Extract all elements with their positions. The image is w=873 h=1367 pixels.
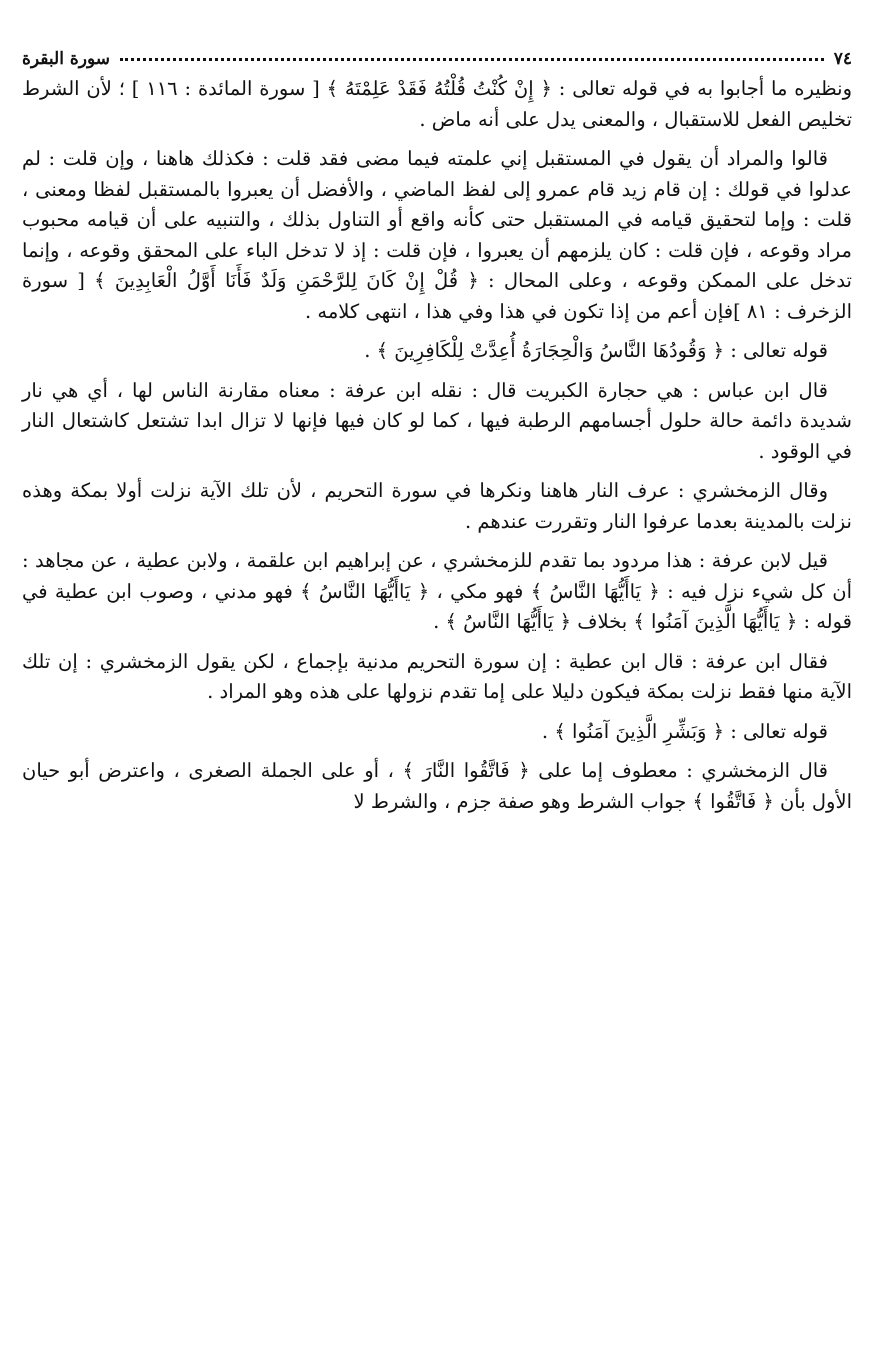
paragraph-5: وقال الزمخشري : عرف النار هاهنا ونكرها في سورة التحريم ، لأن تلك الآية نزلت أولا بمكة وهذه نزلت بالمدينة بعدما عرفوا النار وتقررت عندهم .: [22, 479, 852, 533]
paragraph-3: قوله تعالى : ﴿ وَقُودُهَا النَّاسُ وَالْحِجَارَةُ أُعِدَّتْ لِلْكَافِرِينَ ﴾ .: [364, 339, 828, 362]
header-dotted-leader: [120, 58, 824, 61]
paragraph-4: قال ابن عباس : هي حجارة الكبريت قال : نقله ابن عرفة : معناه مقارنة الناس لها ، أي هي نار شديدة دائمة حالة حلول أجسامهم الرطبة فيها ، كما لو كان فيها فإنها لا تزال ابدا تشتعل كاشتعال النار في الوقود .: [22, 378, 852, 463]
paragraph-7: فقال ابن عرفة : قال ابن عطية : إن سورة التحريم مدنية بإجماع ، لكن يقول الزمخشري : إن تلك الآية منها فقط نزلت بمكة فيكون دليلا على إما تقدم نزولها على هذه وهو المراد .: [22, 649, 852, 703]
page-number: ٧٤: [833, 49, 852, 69]
paragraph-9: قال الزمخشري : معطوف إما على ﴿ فَاتَّقُوا النَّارَ ﴾ ، أو على الجملة الصغرى ، واعترض أبو حيان الأول بأن ﴿ فَاتَّقُوا ﴾ جواب الشرط وهو صفة جزم ، والشرط لا: [22, 759, 852, 813]
paragraph-6: قيل لابن عرفة : هذا مردود بما تقدم للزمخشري ، عن إبراهيم ابن علقمة ، ولابن عطية ، عن مجاهد : أن كل شيء نزل فيه : ﴿ يَاأَيُّهَا النَّاسُ ﴾ فهو مكي ، ﴿ يَاأَيُّهَا النَّاسُ ﴾ فهو مدني ، وصوب ابن عطية في قوله : ﴿ يَاأَيُّهَا الَّذِينَ آمَنُوا ﴾ بخلاف ﴿ يَاأَيُّهَا النَّاسُ ﴾ .: [22, 549, 852, 633]
surah-title: سورة البقرة: [22, 49, 110, 69]
page-header: [22, 44, 852, 74]
book-page: [22, 44, 852, 826]
paragraph-8: قوله تعالى : ﴿ وَبَشِّرِ الَّذِينَ آمَنُوا ﴾ .: [541, 719, 828, 743]
paragraph-1: ونظيره ما أجابوا به في قوله تعالى : ﴿ إِنْ كُنْتُ قُلْتُهُ فَقَدْ عَلِمْتَهُ ﴾ [ سورة المائدة : ١١٦ ] ؛ لأن الشرط تخليص الفعل للاستقبال ، والمعنى يدل على أنه ماض .: [22, 77, 852, 131]
paragraph-2: قالوا والمراد أن يقول في المستقبل إني علمته فيما مضى فقد قلت : فكذلك هاهنا ، وإن قلت : لم عدلوا في قولك : إن قام زيد قام عمرو إلى لفظ الماضي ، والأفضل أن يعبروا بالمستقبل لفظا ومعنى ، قلت : وإما لتحقيق قيامه في المستقبل حتى كأنه واقع أو التناول بذلك ، والتنبيه على أن قيامه محبوب مراد وقوعه ، فإن قلت : كان يلزمهم أن يعبروا ، فإن قلت : إذ لا تدخل الباء على المحقق وقوعه ، وإنما تدخل على الممكن وقوعه ، وعلى المحال : ﴿ قُلْ إِنْ كَانَ لِلرَّحْمَنِ وَلَدٌ فَأَنَا أَوَّلُ الْعَابِدِينَ ﴾ [ سورة الزخرف : ٨١ ]فإن أعم من إذا تكون في هذا وفي هذا ، انتهى كلامه .: [22, 147, 853, 323]
